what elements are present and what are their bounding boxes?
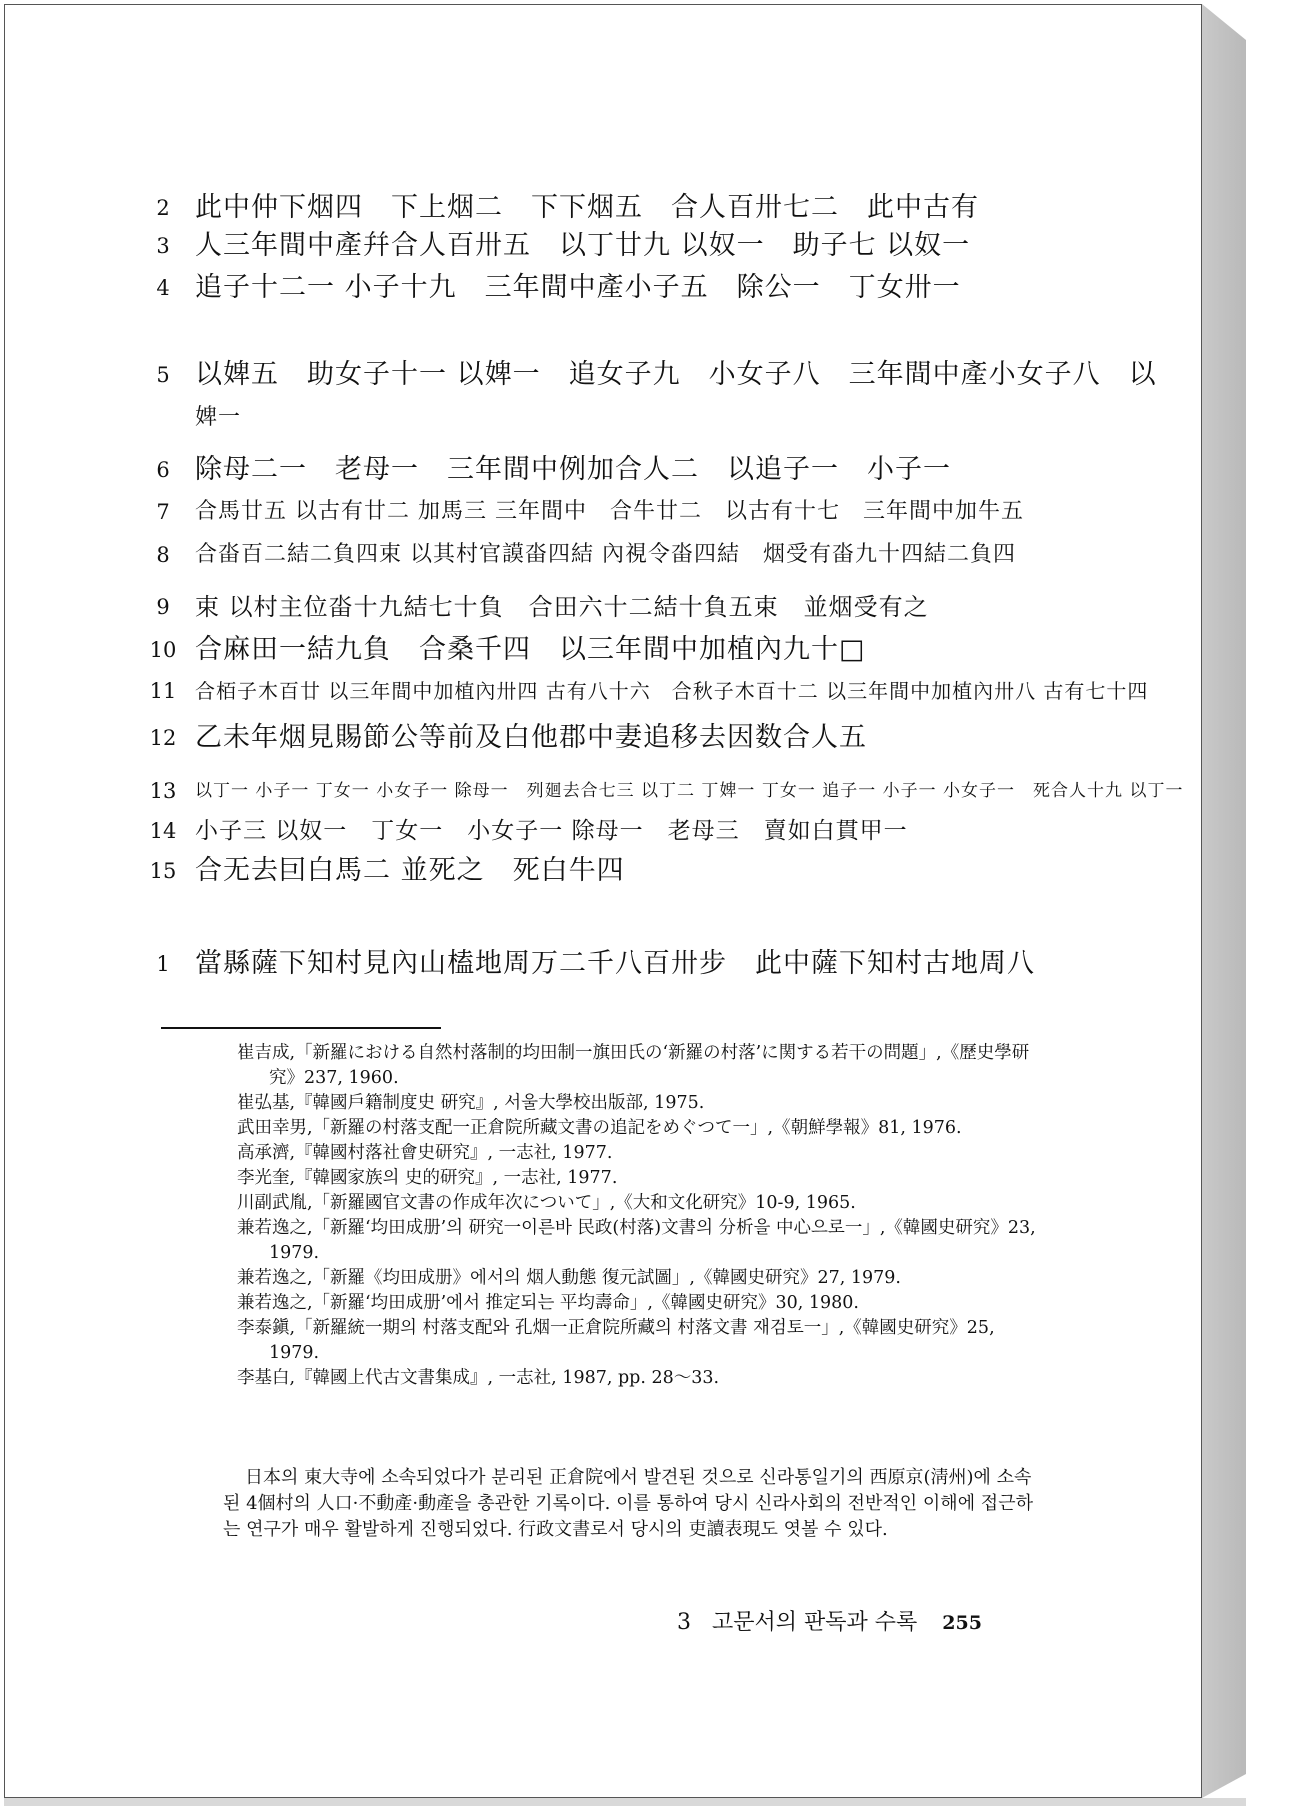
summary-text: 日本의 東大寺에 소속되었다가 분리된 正倉院에서 발견된 것으로 신라통일기의 西原京(淸州)에 소속된 4個村의 人口·不動產·動產을 총관한 기록이다. 이를 통하여 당시 신라사회의 전반적인 이해에 접근하는 연구가 매우 활발하게 진행되었다. 行政文書로서 당시의 吏讀表現도 엿볼 수 있다.: [223, 1467, 1033, 1540]
reference-item: 武田幸男,「新羅の村落支配一正倉院所藏文書の追記をめぐつて一」,《朝鮮學報》81, 1976.: [237, 1118, 962, 1138]
line-number: 14: [149, 819, 177, 843]
line-text: 此中仲下烟四 下上烟二 下下烟五 合人百卅七二 此中古有: [195, 192, 979, 223]
transcription-line: [145, 589, 1185, 625]
reference-item: 兼若逸之,「新羅‘均田成册’의 研究一이른바 民政(村落)文書의 分析을 中心으로一」,《韓國史研究》23, 1979.: [237, 1218, 1036, 1263]
line-text: 合麻田一結九負 合桑千四 以三年間中加植內九十□: [195, 634, 866, 665]
footnote-divider: [161, 1027, 441, 1029]
line-number: 11: [149, 679, 177, 703]
line-number: 7: [156, 500, 170, 524]
transcription-line: [145, 720, 1185, 756]
line-text: 合无去囙白馬二 並死之 死白牛四: [195, 855, 625, 886]
line-text: 以婢五 助女子十一 以婢一 追女子九 小女子八 三年間中產小女子八 以: [195, 359, 1157, 390]
chapter-title: 고문서의 판독과 수록: [712, 1610, 918, 1635]
chapter-number: 3: [677, 1610, 691, 1635]
reference-item: 李基白,『韓國上代古文書集成』, 一志社, 1987, pp. 28～33.: [237, 1368, 720, 1388]
transcription-line: [145, 270, 1185, 306]
line-text: 乙未年烟見賜節公等前及白他郡中妻追移去因数合人五: [195, 722, 867, 753]
line-text: 小子三 以奴一 丁女一 小女子一 除母一 老母三 賣如白貫甲一: [195, 818, 908, 844]
line-number: 4: [156, 276, 170, 300]
transcription-line: [145, 452, 1185, 488]
line-number: 6: [156, 458, 170, 482]
page-edge-shadow: [1202, 4, 1246, 1798]
line-number: 8: [156, 543, 170, 567]
page-number: 255: [942, 1612, 982, 1634]
page-bottom-shadow: [4, 1798, 1246, 1806]
transcription-line: [145, 946, 1185, 982]
transcription-line-continued: [145, 400, 1185, 436]
transcription-line: [145, 673, 1185, 709]
line-text: 束 以村主位畓十九結七十負 合田六十二結十負五束 並烟受有之: [195, 593, 929, 621]
line-number: 13: [149, 779, 177, 803]
line-number: 2: [156, 196, 170, 220]
references-list: [237, 1041, 1037, 1391]
line-text: 合畓百二結二負四束 以其村官謨畓四結 內視令畓四結 烟受有畓九十四結二負四: [195, 542, 1016, 567]
reference-item: 川副武胤,「新羅國官文書の作成年次について」,《大和文化研究》10-9, 1965.: [237, 1193, 856, 1213]
transcription-line: [145, 632, 1185, 668]
line-number: 12: [149, 726, 177, 750]
transcription-line: [145, 228, 1185, 264]
line-number: 3: [156, 234, 170, 258]
transcription-line: [145, 773, 1185, 809]
page-footer: [677, 1605, 982, 1636]
reference-item: 兼若逸之,「新羅‘均田成册’에서 推定되는 平均壽命」,《韓國史研究》30, 1980.: [237, 1293, 859, 1313]
reference-item: 崔吉成,「新羅における自然村落制的均田制一旗田氏の‘新羅の村落’に関する若干の問題」,《歷史學研究》237, 1960.: [237, 1043, 1030, 1088]
line-number: 1: [156, 952, 170, 976]
transcription-line: [145, 357, 1185, 393]
transcription-line: [145, 813, 1185, 849]
document-page: [4, 4, 1202, 1798]
line-number: 15: [149, 859, 177, 883]
reference-item: 高承濟,『韓國村落社會史研究』, 一志社, 1977.: [237, 1143, 613, 1163]
transcription-line: [145, 853, 1185, 889]
line-text: 當縣薩下知村見內山榼地周万二千八百卅步 此中薩下知村古地周八: [195, 948, 1035, 979]
reference-item: 崔弘基,『韓國戶籍制度史 硏究』, 서울大學校出版部, 1975.: [237, 1093, 705, 1113]
line-number: 9: [156, 595, 170, 619]
line-number: 10: [149, 638, 177, 662]
line-text: 以丁一 小子一 丁女一 小女子一 除母一 列廻去合七三 以丁二 丁婢一 丁女一 追子一 小子一 小女子一 死合人十九 以丁一: [195, 781, 1184, 801]
line-text: 人三年間中產幷合人百卅五 以丁廿九 以奴一 助子七 以奴一: [195, 230, 971, 261]
line-text: 除母二一 老母一 三年間中例加合人二 以追子一 小子一: [195, 454, 951, 485]
document-summary: [223, 1465, 1043, 1543]
line-text: 婢一: [195, 405, 242, 430]
transcription-line: [145, 537, 1185, 573]
line-text: 合栢子木百廿 以三年間中加植內卅四 古有八十六 合秋子木百十二 以三年間中加植內卅八 古有七十四: [195, 679, 1149, 703]
transcription-line: [145, 494, 1185, 530]
line-number: 5: [156, 363, 170, 387]
reference-item: 李光奎,『韓國家族의 史的研究』, 一志社, 1977.: [237, 1168, 618, 1188]
reference-item: 兼若逸之,「新羅《均田成册》에서의 烟人動態 復元試圖」,《韓國史研究》27, 1979.: [237, 1268, 901, 1288]
line-text: 合馬廿五 以古有廿二 加馬三 三年間中 合牛廿二 以古有十七 三年間中加牛五: [195, 499, 1024, 524]
transcription-line: [145, 190, 1185, 226]
reference-item: 李泰鎭,「新羅統一期의 村落支配와 孔烟一正倉院所藏의 村落文書 재검토一」,《韓國史研究》25, 1979.: [237, 1318, 995, 1363]
line-text: 追子十二一 小子十九 三年間中產小子五 除公一 丁女卅一: [195, 272, 961, 303]
